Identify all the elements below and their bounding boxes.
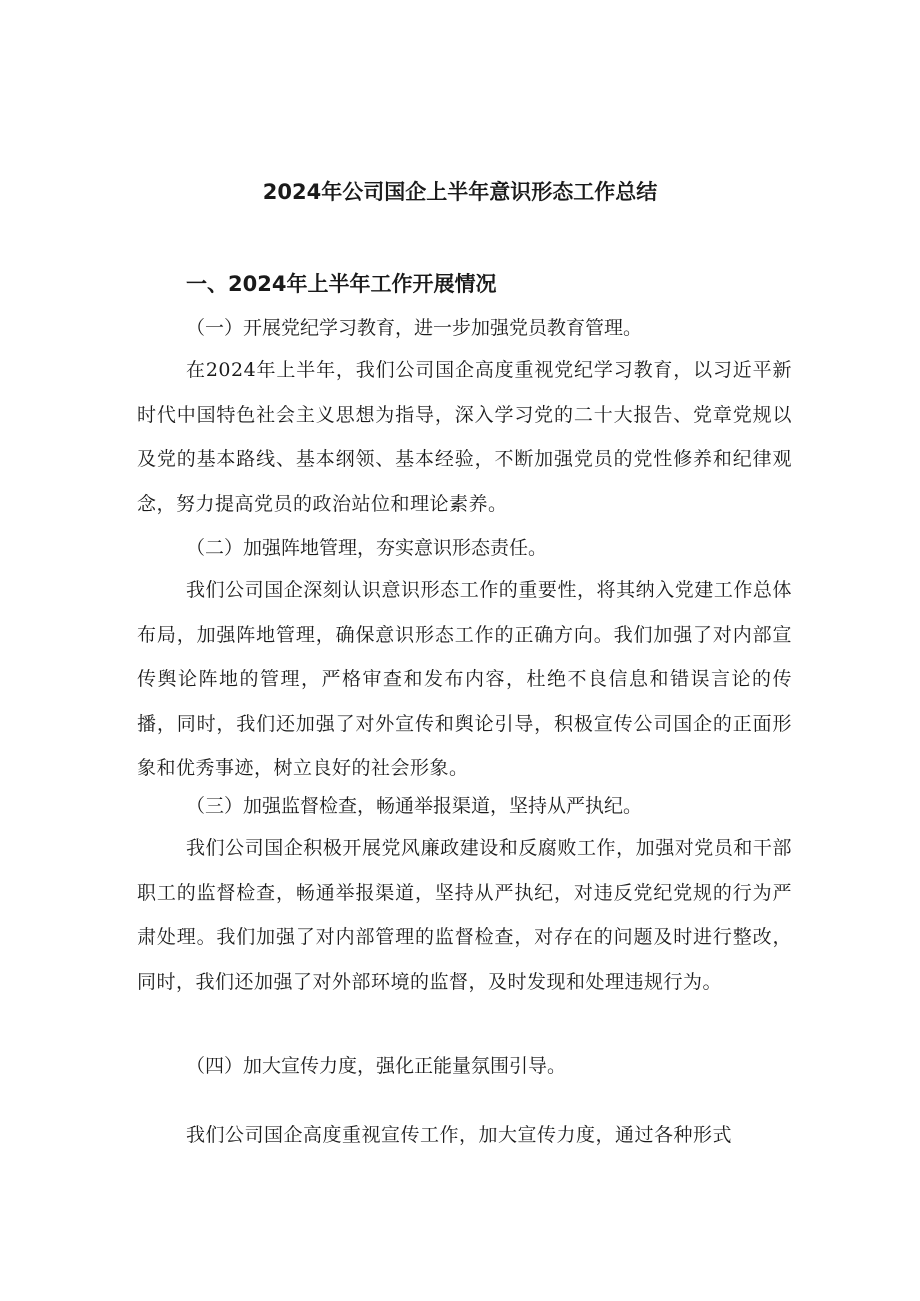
paragraph-3: 我们公司国企积极开展党风廉政建设和反腐败工作，加强对党员和干部职工的监督检查，畅通举报渠道，坚持从严执纪，对违反党纪党规的行为严肃处理。我们加强了对内部管理的监督检查，对存在的问题及时进行整改，同时，我们还加强了对外部环境的监督，及时发现和处理违规行为。 — [137, 837, 792, 993]
paragraph-4: 我们公司国企高度重视宣传工作，加大宣传力度，通过各种形式 — [186, 1124, 733, 1146]
document-title: 2024年公司国企上半年意识形态工作总结 — [262, 180, 658, 204]
paragraph-2: 我们公司国企深刻认识意识形态工作的重要性，将其纳入党建工作总体布局，加强阵地管理，确保意识形态工作的正确方向。我们加强了对内部宣传舆论阵地的管理，严格审查和发布内容，杜绝不良信息和错误言论的传播，同时，我们还加强了对外宣传和舆论引导，积极宣传公司国企的正面形象和优秀事迹，树立良好的社会形象。 — [137, 579, 792, 779]
subsection-heading-1: （一）开展党纪学习教育，进一步加强党员教育管理。 — [186, 317, 643, 339]
paragraph-1: 在2024年上半年，我们公司国企高度重视党纪学习教育，以习近平新时代中国特色社会主义思想为指导，深入学习党的二十大报告、党章党规以及党的基本路线、基本纲领、基本经验，不断加强党员的党性修养和纪律观念，努力提高党员的政治站位和理论素养。 — [137, 359, 792, 515]
subsection-heading-2: （二）加强阵地管理，夯实意识形态责任。 — [186, 537, 548, 559]
subsection-heading-3: （三）加强监督检查，畅通举报渠道，坚持从严执纪。 — [186, 795, 643, 817]
subsection-heading-4: （四）加大宣传力度，强化正能量氛围引导。 — [186, 1055, 567, 1077]
section-heading-1: 一、2024年上半年工作开展情况 — [186, 272, 497, 296]
